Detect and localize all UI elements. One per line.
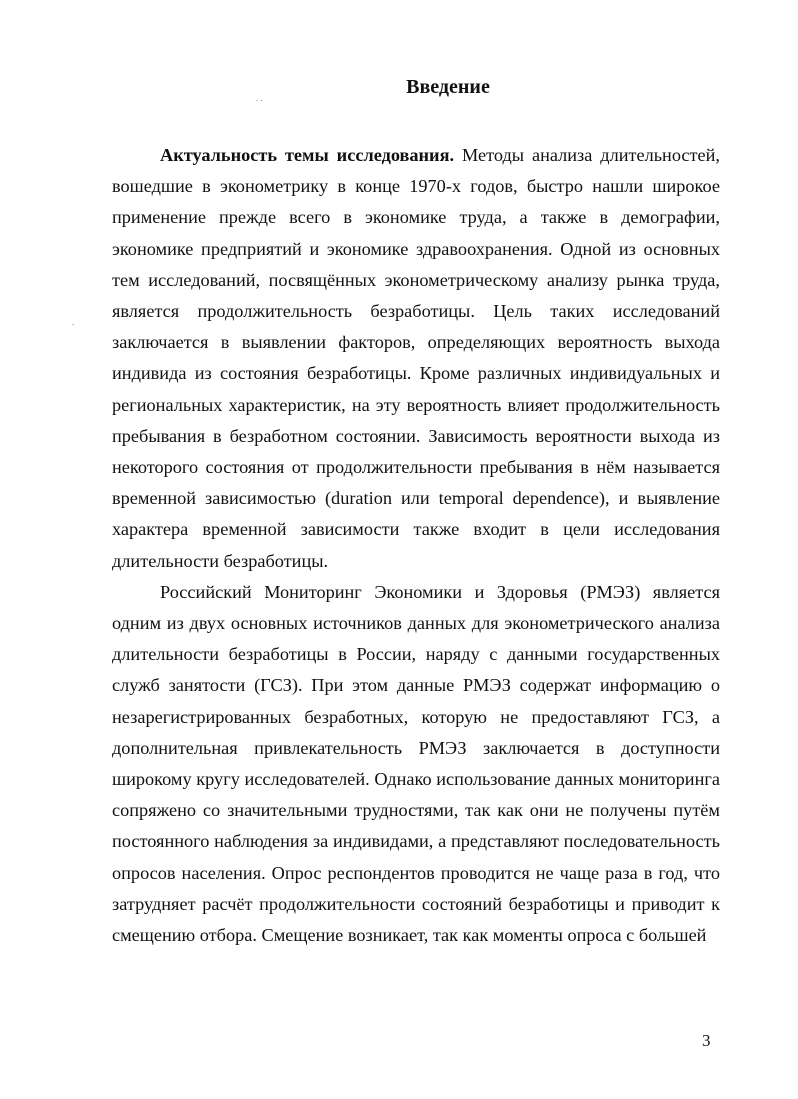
section-heading: Введение xyxy=(406,76,490,98)
paragraph-lead: Актуальность темы исследования. xyxy=(160,145,455,165)
page-number: 3 xyxy=(702,1031,711,1050)
paragraph-relevance xyxy=(112,140,720,577)
paragraph-text: Российский Мониторинг Экономики и Здоровья (РМЭЗ) является одним из двух основных источников данных для эконометрического анализа длительности безработицы в России, наряду с данными государственных служб занятости (ГСЗ). При этом данные РМЭЗ содержат информацию о незарегистрированных безработных, которую не предоставляют ГСЗ, а дополнительная привлекательность РМЭЗ заключается в доступности широкому кругу исследователей. Однако использование данных мониторинга сопряжено со значительными трудностями, так как они не получены путём постоянного наблюдения за индивидами, а представляют последовательность опросов населения. Опрос респондентов проводится не чаще раза в год, что затрудняет расчёт продолжительности состояний безработицы и приводит к смещению отбора. Смещение возникает, так как моменты опроса с большей xyxy=(112,581,720,946)
scan-speck: . xyxy=(72,317,75,327)
paragraph-rlms xyxy=(112,577,720,951)
scan-speck: . . xyxy=(256,93,263,103)
paragraph-text: Методы анализа длительностей, вошедшие в эконометрику в конце 1970-х годов, быстро нашли широкое применение прежде всего в экономике труда, а также в демографии, экономике предприятий и экономике здравоохранения. Одной из основных тем исследований, посвящённых эконометрическому анализу рынка труда, является продолжительность безработицы. Цель таких исследований заключается в выявлении факторов, определяющих вероятность выхода индивида из состояния безработицы. Кроме различных индивидуальных и региональных характеристик, на эту вероятность влияет продолжительность пребывания в безработном состоянии. Зависимость вероятности выхода из некоторого состояния от продолжительности пребывания в нём называется временной зависимостью (duration или temporal dependence), и выявление характера временной зависимости также входит в цели исследования длительности безработицы. xyxy=(112,145,720,571)
body-text xyxy=(112,140,720,951)
